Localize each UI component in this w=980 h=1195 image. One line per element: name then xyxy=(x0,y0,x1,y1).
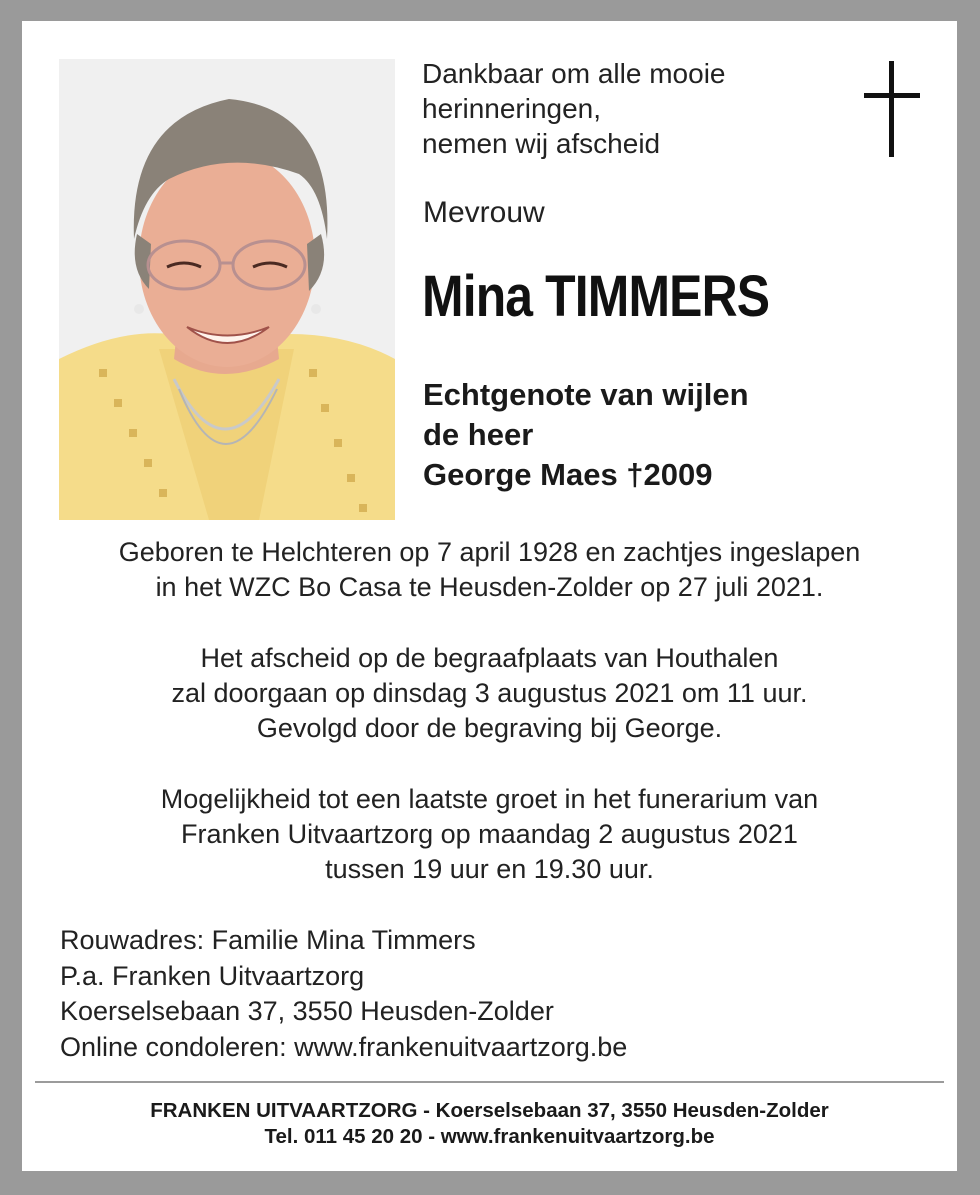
honorific: Mevrouw xyxy=(423,196,545,229)
deceased-name: Mina TIMMERS xyxy=(422,264,770,329)
portrait-illustration xyxy=(59,59,395,520)
condolence-link[interactable]: Online condoleren: www.frankenuitvaartzorg.be xyxy=(60,1031,628,1062)
footer-line: Tel. 011 45 20 20 - www.frankenuitvaartzorg.be xyxy=(264,1125,715,1148)
intro-line: Dankbaar om alle mooie xyxy=(422,58,726,89)
address-line: P.a. Franken Uitvaartzorg xyxy=(60,960,365,991)
intro-line: herinneringen, xyxy=(422,93,602,124)
paragraph-line: Geboren te Helchteren op 7 april 1928 en zachtjes ingeslapen xyxy=(118,537,861,567)
viewing-paragraph xyxy=(22,782,957,887)
birth-death-paragraph xyxy=(22,535,957,605)
paragraph-line: zal doorgaan op dinsdag 3 augustus 2021 om 11 uur. xyxy=(171,678,808,708)
funeral-home-footer xyxy=(22,1098,957,1150)
intro-line: nemen wij afscheid xyxy=(422,128,661,159)
paragraph-line: Franken Uitvaartzorg op maandag 2 augustus 2021 xyxy=(181,819,798,849)
mourning-address xyxy=(60,923,627,1065)
address-line: Rouwadres: Familie Mina Timmers xyxy=(60,925,476,955)
intro-text xyxy=(422,56,822,161)
latin-cross-icon xyxy=(864,61,920,162)
obituary-card xyxy=(22,21,957,1171)
spouse-line: Echtgenote van wijlen xyxy=(423,377,749,412)
spouse-line: George Maes †2009 xyxy=(423,457,713,492)
footer-divider xyxy=(35,1081,944,1083)
footer-line: FRANKEN UITVAARTZORG - Koerselsebaan 37, 3550 Heusden-Zolder xyxy=(150,1099,829,1122)
portrait-photo xyxy=(59,59,395,520)
address-line: Koerselsebaan 37, 3550 Heusden-Zolder xyxy=(60,996,554,1026)
paragraph-line: Mogelijkheid tot een laatste groet in het funerarium van xyxy=(160,784,819,814)
spouse-line: de heer xyxy=(423,417,534,452)
paragraph-line: Gevolgd door de begraving bij George. xyxy=(256,713,723,743)
paragraph-line: in het WZC Bo Casa te Heusden-Zolder op 27 juli 2021. xyxy=(155,572,824,602)
ceremony-paragraph xyxy=(22,641,957,746)
spouse-info xyxy=(423,375,749,495)
paragraph-line: Het afscheid op de begraafplaats van Houthalen xyxy=(200,643,779,673)
paragraph-line: tussen 19 uur en 19.30 uur. xyxy=(325,854,654,884)
